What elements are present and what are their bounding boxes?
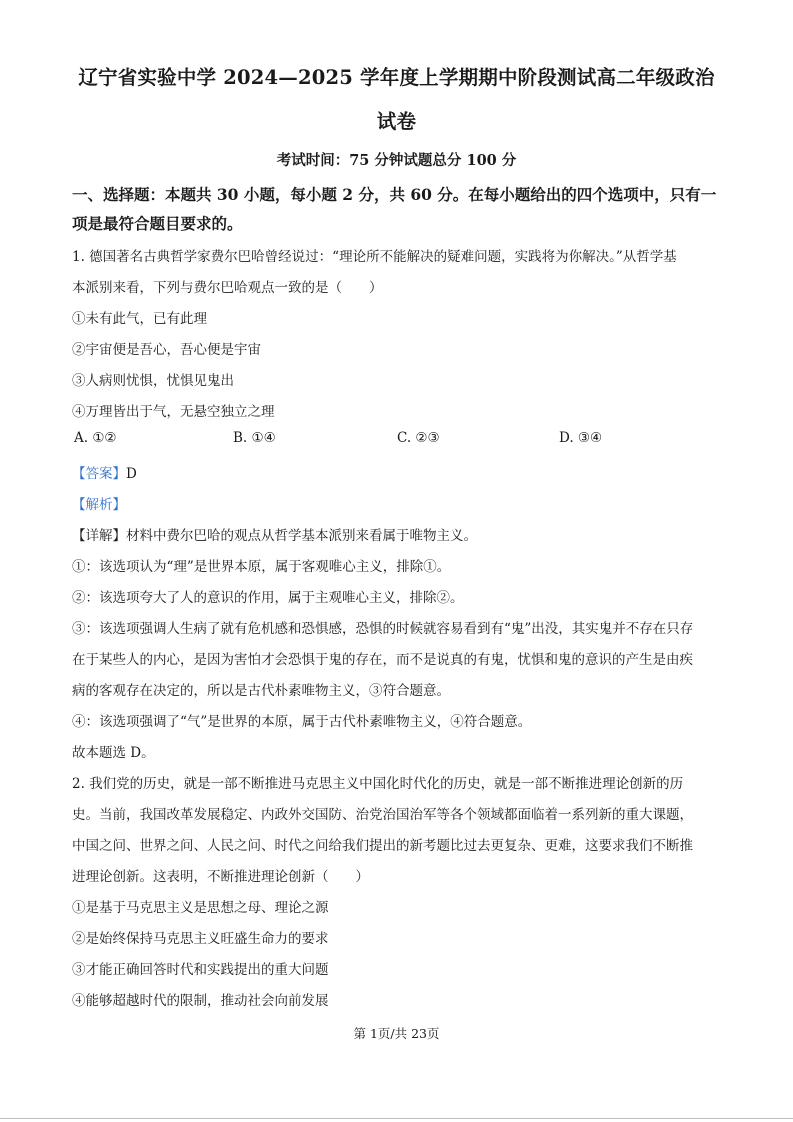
- q2-stem-line: 进理论创新。这表明，不断推进理论创新（ ）: [72, 869, 369, 885]
- answer-value: D: [126, 466, 137, 482]
- q1-option-d: D. ③④: [559, 430, 603, 446]
- exam-info: 考试时间：75 分钟试题总分 100 分: [276, 152, 517, 169]
- q1-detail-line: ④：该选项强调了“气”是世界的本原，属于古代朴素唯物主义，④符合题意。: [72, 714, 532, 730]
- q1-option-b: B. ①④: [233, 430, 276, 446]
- q1-option-c: C. ②③: [397, 430, 440, 446]
- q1-option-a: A. ①②: [74, 430, 117, 446]
- q2-stem-line: 史。当前，我国改革发展稳定、内政外交国防、治党治国治军等各个领域都面临着一系列新的重大课题，: [72, 807, 693, 823]
- q1-detail-line: 故本题选 D。: [72, 745, 155, 761]
- q1-stem-line2: 本派别来看，下列与费尔巴哈观点一致的是（ ）: [72, 280, 383, 296]
- page-bottom-divider: [0, 1118, 793, 1119]
- document-title-line2: 试卷: [376, 110, 417, 133]
- q1-answer: [72, 462, 137, 482]
- q2-item: ①是基于马克思主义是思想之母、理论之源: [72, 900, 329, 916]
- q1-detail-line: 【详解】材料中费尔巴哈的观点从哲学基本派别来看属于唯物主义。: [72, 528, 477, 544]
- q1-detail-line: 在于某些人的内心，是因为害怕才会恐惧于鬼的存在，而不是说真的有鬼，忧惧和鬼的意识的产生是由疾: [72, 652, 693, 668]
- q2-item: ③才能正确回答时代和实践提出的重大问题: [72, 962, 329, 978]
- q1-item: ④万理皆出于气，无悬空独立之理: [72, 404, 275, 420]
- q1-detail-line: ①：该选项认为“理”是世界本原，属于客观唯心主义，排除①。: [72, 559, 451, 575]
- q1-detail-line: ②：该选项夸大了人的意识的作用，属于主观唯心主义，排除②。: [72, 590, 464, 606]
- q2-item: ④能够超越时代的限制，推动社会向前发展: [72, 993, 329, 1009]
- page-number: 第 1页/共 23页: [353, 1026, 440, 1041]
- q1-stem-line1: 1. 德国著名古典哲学家费尔巴哈曾经说过：“理论所不能解决的疑难问题，实践将为你解决。”从哲学基: [72, 249, 677, 265]
- q1-item: ①未有此气，已有此理: [72, 311, 207, 327]
- q2-stem-line: 2. 我们党的历史，就是一部不断推进马克思主义中国化时代化的历史，就是一部不断推进理论创新的历: [72, 776, 684, 792]
- q1-item: ③人病则忧惧，忧惧见鬼出: [72, 373, 234, 389]
- q1-item: ②宇宙便是吾心，吾心便是宇宙: [72, 342, 261, 358]
- q1-detail-line: ③：该选项强调人生病了就有危机感和恐惧感，恐惧的时候就容易看到有“鬼”出没，其实鬼并不存在只存: [72, 621, 694, 637]
- document-title-line1: 辽宁省实验中学 2024—2025 学年度上学期期中阶段测试高二年级政治: [78, 66, 715, 89]
- answer-tag: 【答案】: [72, 466, 126, 482]
- analysis-tag: 【解析】: [72, 497, 126, 513]
- q2-item: ②是始终保持马克思主义旺盛生命力的要求: [72, 931, 329, 947]
- q2-stem-line: 中国之问、世界之问、人民之问、时代之问给我们提出的新考题比过去更复杂、更难，这要求我们不断推: [72, 838, 693, 854]
- section-heading-line1: 一、选择题：本题共 30 小题，每小题 2 分，共 60 分。在每小题给出的四个选项中，只有一: [72, 185, 717, 204]
- q1-detail-line: 病的客观存在决定的，所以是古代朴素唯物主义，③符合题意。: [72, 683, 450, 699]
- section-heading-line2: 项是最符合题目要求的。: [72, 214, 243, 233]
